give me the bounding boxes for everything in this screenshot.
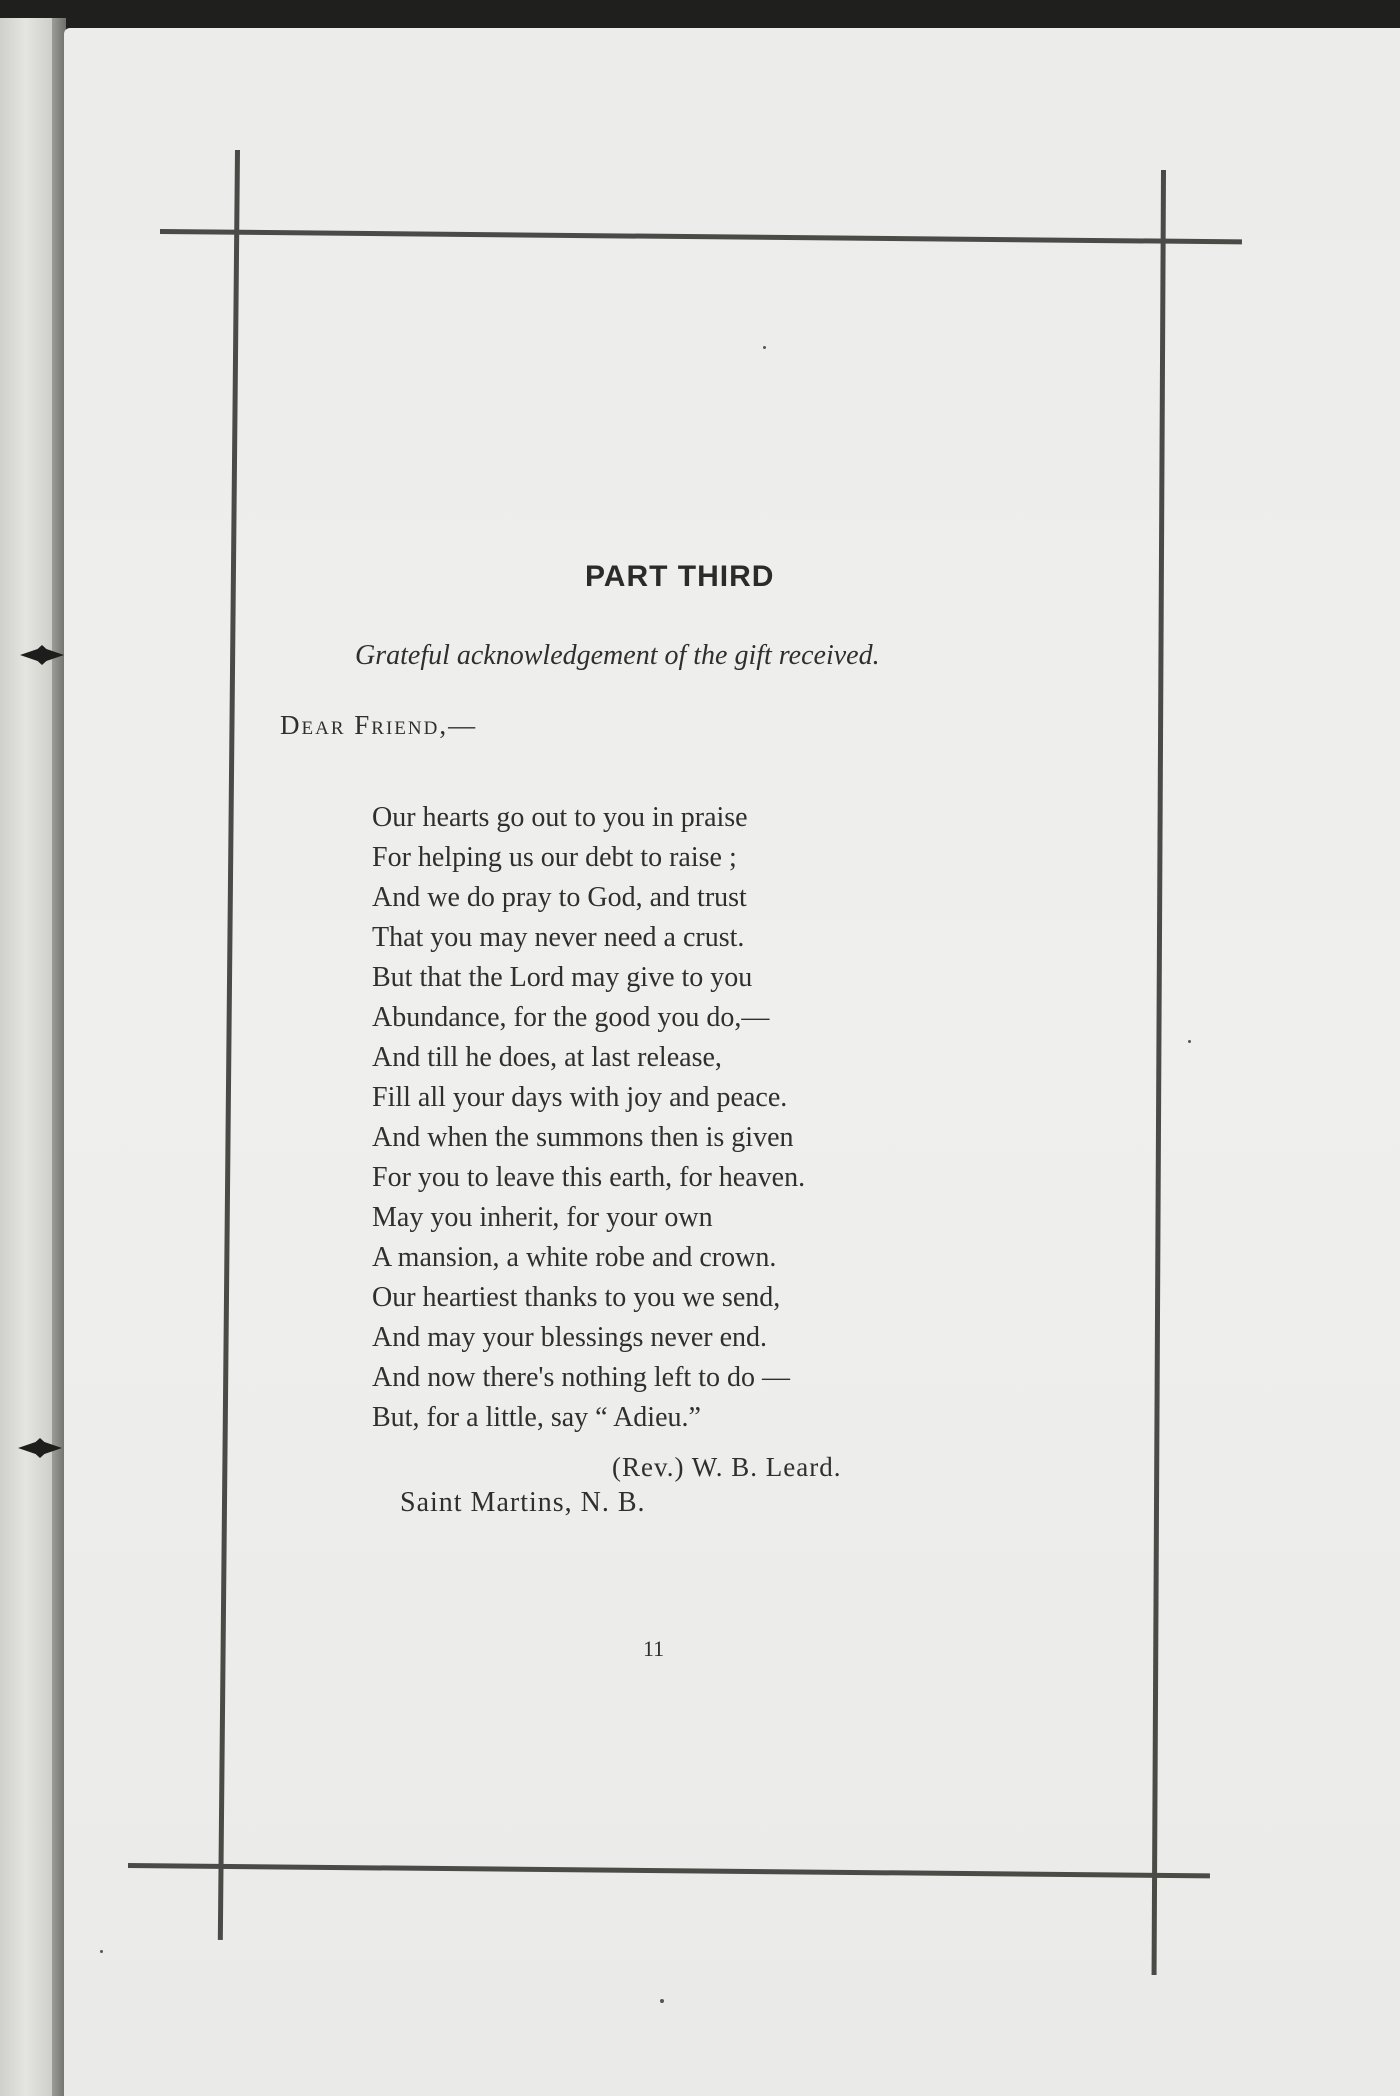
poem-line: Abundance, for the good you do,— xyxy=(372,1002,770,1033)
poem-line: And may your blessings never end. xyxy=(372,1322,768,1353)
poem-line: May you inherit, for your own xyxy=(372,1202,713,1233)
poem-author: (Rev.) W. B. Leard. xyxy=(612,1452,842,1482)
scan-speck xyxy=(763,346,766,349)
scan-speck xyxy=(100,1950,103,1953)
poem-line: A mansion, a white robe and crown. xyxy=(372,1242,777,1273)
poem-line: But that the Lord may give to you xyxy=(372,962,753,993)
scan-speck xyxy=(660,1999,664,2003)
poem-line: And when the summons then is given xyxy=(372,1122,794,1153)
poem-line: For helping us our debt to raise ; xyxy=(372,842,737,873)
poem-line: That you may never need a crust. xyxy=(372,922,745,953)
poem-line: For you to leave this earth, for heaven. xyxy=(372,1162,806,1193)
poem-line: Our heartiest thanks to you we send, xyxy=(372,1282,781,1313)
page-number: 11 xyxy=(643,1636,665,1661)
scan-speck xyxy=(1188,1040,1191,1043)
poem-line: But, for a little, say “ Adieu.” xyxy=(372,1402,701,1433)
salutation: Dear Friend,— xyxy=(280,710,478,740)
poem xyxy=(372,798,805,1438)
poem-line: And we do pray to God, and trust xyxy=(372,882,747,913)
poem-line: And till he does, at last release, xyxy=(372,1042,722,1073)
poem-line: And now there's nothing left to do — xyxy=(372,1362,790,1393)
page-subtitle: Grateful acknowledgement of the gift received. xyxy=(355,640,880,671)
page-title: PART THIRD xyxy=(585,560,775,593)
poem-line: Our hearts go out to you in praise xyxy=(372,802,748,833)
poem-place: Saint Martins, N. B. xyxy=(400,1487,646,1518)
poem-line: Fill all your days with joy and peace. xyxy=(372,1082,788,1113)
